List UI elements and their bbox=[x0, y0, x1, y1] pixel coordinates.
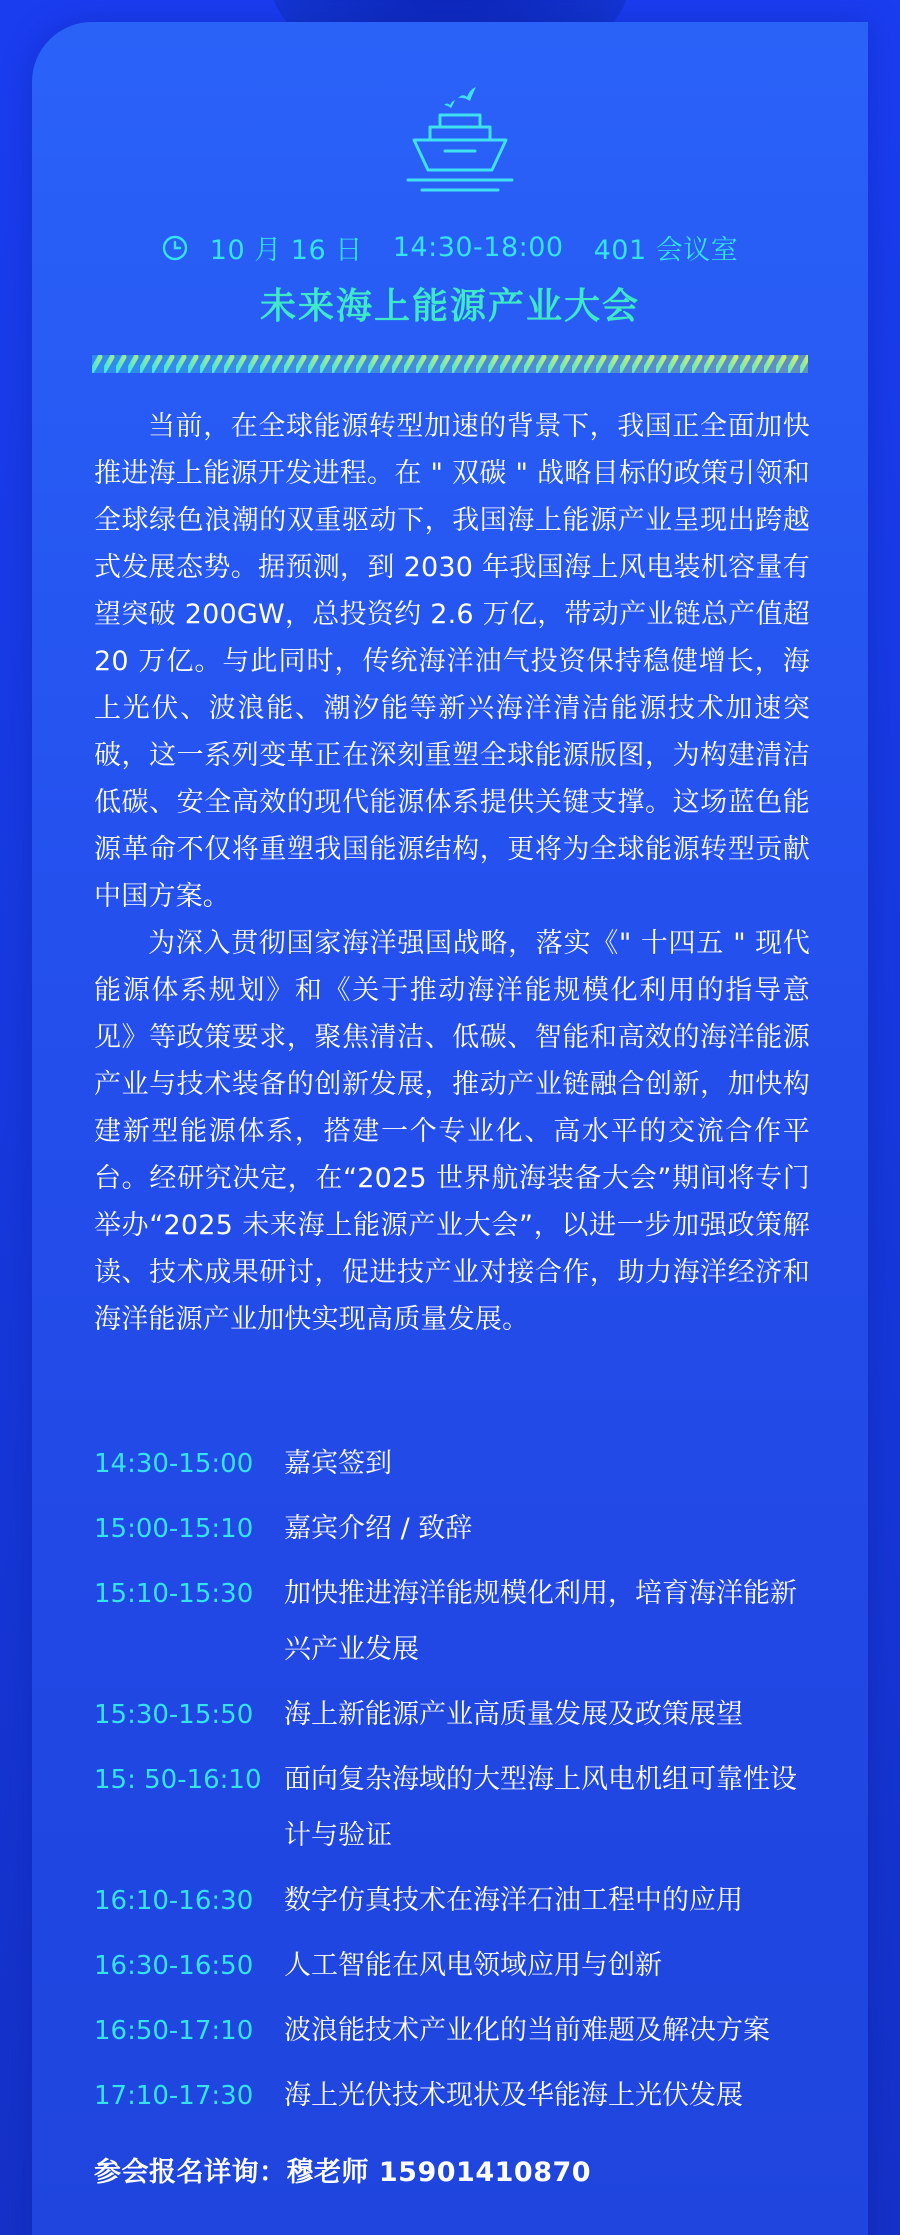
schedule-time: 14:30-15:00 bbox=[94, 1449, 254, 1479]
schedule-row bbox=[94, 1880, 814, 1929]
schedule-row bbox=[94, 1573, 814, 1678]
schedule-row bbox=[94, 2075, 814, 2124]
bird-icon bbox=[444, 87, 476, 108]
schedule-topic: 海上新能源产业高质量发展及政策展望 bbox=[284, 1699, 743, 1730]
event-room: 401 会议室 bbox=[593, 235, 739, 266]
schedule-topic: 波浪能技术产业化的当前难题及解决方案 bbox=[284, 2015, 770, 2046]
schedule-time: 16:10-16:30 bbox=[94, 1886, 254, 1916]
schedule-time: 16:50-17:10 bbox=[94, 2016, 254, 2046]
rope-divider bbox=[92, 355, 808, 373]
contact-info: 参会报名详询：穆老师 15901410870 bbox=[94, 2157, 592, 2188]
schedule-row bbox=[94, 1443, 814, 1492]
schedule-time: 15:30-15:50 bbox=[94, 1700, 254, 1730]
event-title: 未来海上能源产业大会 bbox=[259, 285, 640, 327]
schedule-topic: 嘉宾签到 bbox=[284, 1448, 392, 1479]
schedule bbox=[94, 1443, 814, 2140]
schedule-topic: 人工智能在风电领域应用与创新 bbox=[284, 1950, 662, 1981]
schedule-topic: 嘉宾介绍 / 致辞 bbox=[284, 1513, 473, 1544]
schedule-topic: 面向复杂海域的大型海上风电机组可靠性设计与验证 bbox=[284, 1764, 797, 1851]
schedule-row bbox=[94, 1694, 814, 1743]
event-info bbox=[0, 228, 900, 267]
intro-paragraph-2: 为深入贯彻国家海洋强国战略，落实《" 十四五 " 现代能源体系规划》和《关于推动海洋能规模化利用的指导意见》等政策要求，聚焦清洁、低碳、智能和高效的海洋能源产业与技术装备的创新发展，推动产业链融合创新，加快构建新型能源体系，搭建一个专业化、高水平的交流合作平台。经研究决定，在“2025 世界航海装备大会”期间将专门举办“2025 未来海上能源产业大会”，以进一步加强政策解读、技术成果研讨，促进技产业对接合作，助力海洋经济和海洋能源产业加快实现高质量发展。 bbox=[94, 928, 810, 1335]
schedule-topic: 海上光伏技术现状及华能海上光伏发展 bbox=[284, 2080, 743, 2111]
schedule-row bbox=[94, 1945, 814, 1994]
event-time: 14:30-18:00 bbox=[392, 232, 564, 263]
ship-icon bbox=[400, 85, 520, 200]
schedule-row bbox=[94, 2010, 814, 2059]
schedule-time: 17:10-17:30 bbox=[94, 2081, 254, 2111]
intro-paragraph-1: 当前，在全球能源转型加速的背景下，我国正全面加快推进海上能源开发进程。在 " 双碳 " 战略目标的政策引领和全球绿色浪潮的双重驱动下，我国海上能源产业呈现出跨越式发展态势。据预测，到 2030 年我国海上风电装机容量有望突破 200GW，总投资约 2.6 万亿，带动产业链总产值超 20 万亿。与此同时，传统海洋油气投资保持稳健增长，海上光伏、波浪能、潮汐能等新兴海洋清洁能源技术加速突破，这一系列变革正在深刻重塑全球能源版图，为构建清洁低碳、安全高效的现代能源体系提供关键支撑。这场蓝色能源革命不仅将重塑我国能源结构，更将为全球能源转型贡献中国方案。 bbox=[94, 411, 810, 912]
schedule-time: 15:00-15:10 bbox=[94, 1514, 254, 1544]
event-date: 10 月 16 日 bbox=[209, 235, 363, 266]
schedule-topic: 数字仿真技术在海洋石油工程中的应用 bbox=[284, 1885, 743, 1916]
schedule-row bbox=[94, 1759, 814, 1864]
schedule-time: 16:30-16:50 bbox=[94, 1951, 254, 1981]
schedule-topic: 加快推进海洋能规模化利用，培育海洋能新兴产业发展 bbox=[284, 1578, 797, 1665]
schedule-time: 15:10-15:30 bbox=[94, 1579, 254, 1609]
clock-icon bbox=[162, 235, 188, 261]
schedule-row bbox=[94, 1508, 814, 1557]
schedule-time: 15: 50-16:10 bbox=[94, 1765, 262, 1795]
